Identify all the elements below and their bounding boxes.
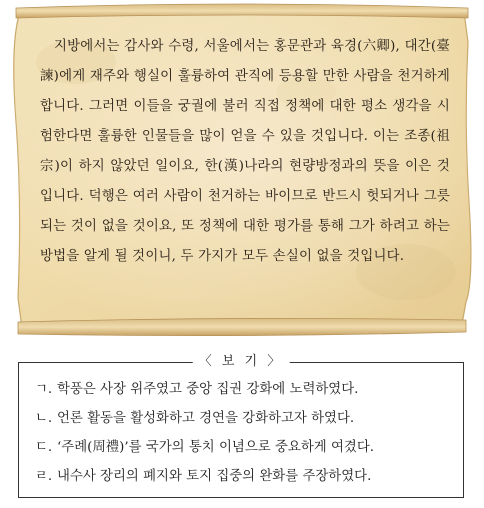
bogi-marker: ㄱ. xyxy=(35,382,53,397)
bogi-marker: ㄴ. xyxy=(35,411,53,426)
bogi-item-nieun xyxy=(35,404,455,433)
bogi-text: ‘주례(周禮)’를 국가의 통치 이념으로 중요하게 여겼다. xyxy=(57,440,375,455)
bogi-title: 〈 보 기 〉 xyxy=(193,353,290,371)
bogi-list xyxy=(35,375,455,491)
bogi-text: 언론 활동을 활성화하고 경연을 강화하고자 하였다. xyxy=(57,411,355,426)
bogi-box xyxy=(18,354,464,498)
bogi-text: 내수사 장리의 폐지와 토지 집중의 완화를 주장하였다. xyxy=(57,469,372,484)
bogi-item-digeut xyxy=(35,433,455,462)
source-passage: 지방에서는 감사와 수령, 서울에서는 홍문관과 육경(六卿), 대간(臺諫)에게 재주와 행실이 훌륭하여 관직에 등용할 만한 사람을 천거하게 합니다. 그러면 이들을 궁궐에 불러 직접 정책에 대한 평소 생각을 시험한다면 훌륭한 인물들을 많이 얻을 수 있을 것입니다. 이는 조종(祖宗)이 하지 않았던 일이요, 한(漢)나라의 현량방정과의 뜻을 이은 것입니다. 덕행은 여러 사람이 천거하는 바이므로 반드시 헛되거나 그릇되는 것이 없을 것이요, 또 정책에 대한 평가를 통해 그가 하려고 하는 방법을 알게 될 것이니, 두 가지가 모두 손실이 없을 것입니다. xyxy=(40,39,450,264)
bogi-text: 학풍은 사장 위주였고 중앙 집권 강화에 노력하였다. xyxy=(57,382,359,397)
bogi-marker: ㄷ. xyxy=(35,440,53,455)
bogi-item-giyeok xyxy=(35,375,455,404)
bogi-marker: ㄹ. xyxy=(35,469,53,484)
parchment-scroll xyxy=(6,2,478,338)
bogi-item-rieul xyxy=(35,462,455,491)
